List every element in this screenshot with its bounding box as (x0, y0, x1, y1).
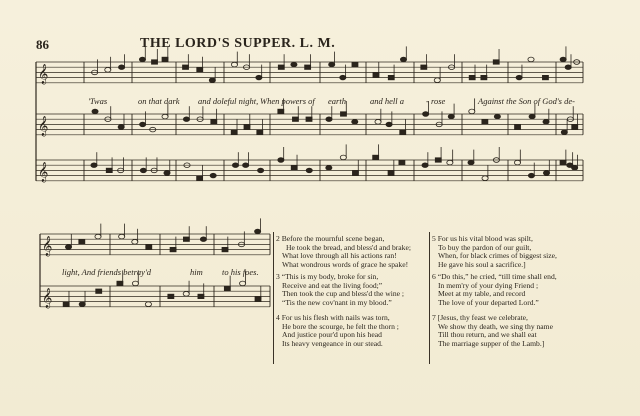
stanza-2 (276, 235, 411, 269)
note-head (256, 75, 262, 80)
note-head (197, 68, 203, 72)
note-head (278, 158, 284, 163)
note-head (106, 168, 112, 172)
stanza-5 (432, 235, 557, 269)
note-head (198, 294, 204, 298)
stanza-line: Before the mournful scene began, (281, 234, 385, 243)
note-head (211, 120, 217, 124)
stanza-line: For us his vital blood was spilt, (437, 234, 533, 243)
note-head (423, 112, 429, 117)
note-head (140, 122, 146, 127)
note-head (448, 114, 454, 119)
note-head (92, 109, 98, 114)
stanza-line: What wondrous words of grace he spake! (282, 259, 409, 269)
note-head (528, 57, 534, 62)
lyric-word: When powers of (260, 96, 315, 106)
lyric-word: on that dark (138, 96, 180, 106)
note-head (326, 117, 332, 122)
note-head (306, 168, 312, 173)
note-head (375, 120, 381, 125)
note-head (258, 168, 264, 173)
column-divider (429, 232, 430, 364)
note-head (105, 68, 111, 73)
note-head (278, 65, 284, 69)
note-head (152, 60, 158, 64)
note-head (400, 57, 406, 62)
note-head (515, 125, 521, 129)
note-head (542, 75, 548, 79)
note-head (183, 117, 189, 122)
note-head (572, 166, 578, 171)
clef-icon: 𝄞 (42, 236, 53, 257)
note-head (561, 130, 567, 135)
lyric-word: light, And friends betray'd (62, 267, 152, 277)
stanza-line: He gave his soul a sacrifice.] (438, 259, 526, 269)
lyric-word: to his foes. (222, 267, 259, 277)
note-head (162, 57, 168, 61)
note-head (543, 120, 549, 125)
note-head (183, 292, 189, 297)
note-head (528, 173, 534, 178)
stanza-line: The marriage supper of the Lamb.] (438, 338, 545, 348)
note-head (96, 289, 102, 293)
note-head (291, 62, 297, 67)
note-head (352, 62, 358, 66)
stanza-3 (276, 273, 404, 307)
note-head (118, 125, 124, 130)
note-head (482, 120, 488, 124)
note-head (145, 302, 151, 307)
stanza-line: The love of your departed Lord.” (438, 297, 539, 307)
note-head (481, 75, 487, 79)
note-head (209, 78, 215, 83)
stanza-line: Its heavy vengeance in our stead. (282, 338, 383, 348)
note-head (388, 171, 394, 175)
note-head (244, 125, 250, 129)
lyric-line-1 (88, 96, 608, 108)
note-head (257, 130, 263, 134)
note-head (329, 62, 335, 67)
note-head (352, 120, 358, 125)
note-head (543, 171, 549, 176)
note-head (255, 297, 261, 301)
note-head (352, 171, 358, 175)
note-head (79, 240, 85, 244)
note-head (560, 57, 566, 62)
note-head (79, 302, 85, 307)
note-head (117, 281, 123, 285)
hymn-title: THE LORD'S SUPPER. L. M. (140, 36, 336, 51)
note-head (340, 75, 346, 80)
note-head (140, 168, 146, 173)
note-head (132, 240, 138, 245)
time-signature: 𝄴 (70, 67, 76, 82)
note-head (231, 62, 237, 67)
note-head (469, 75, 475, 79)
note-head (255, 229, 261, 234)
lyric-word: 'Twas (88, 96, 108, 106)
stanza-line: For us his flesh with nails was torn, (281, 313, 390, 322)
note-head (326, 166, 332, 171)
note-head (386, 122, 392, 127)
stanza-number: 4 (276, 313, 280, 322)
note-head (240, 281, 246, 286)
note-head (146, 245, 152, 249)
note-head (529, 114, 535, 119)
stanza-line: Till thou return, and we shall eat (438, 330, 537, 340)
note-head (292, 117, 298, 121)
note-head (482, 176, 488, 181)
note-head (291, 166, 297, 170)
stanza-line: He bore the scourge, he felt the thorn ; (282, 321, 399, 331)
lyric-line-2 (62, 267, 272, 279)
note-head (231, 130, 237, 134)
note-head (162, 114, 168, 119)
lyric-word: Against the Son of God's de- (478, 96, 575, 106)
note-head (183, 65, 189, 69)
note-head (340, 155, 346, 160)
stanza-line: Then took the cup and bless'd the wine ; (282, 289, 404, 299)
stanza-7 (432, 314, 553, 348)
note-head (514, 160, 520, 165)
stanza-line: “Tis the new cov'nant in my blood.” (282, 297, 392, 307)
lyric-word: and hell a (370, 96, 404, 106)
note-head (373, 73, 379, 77)
note-head (560, 160, 566, 164)
note-head (572, 125, 578, 129)
note-head (119, 65, 125, 70)
clef-icon: 𝄞 (42, 288, 53, 309)
time-signature: 𝄴 (70, 119, 76, 134)
column-divider (273, 232, 274, 364)
stanza-number: 5 (432, 234, 436, 243)
stanza-line: To buy the pardon of our guilt, (438, 242, 532, 252)
note-head (164, 171, 170, 176)
note-head (222, 247, 228, 251)
note-head (421, 65, 427, 69)
note-head (494, 114, 500, 119)
stanza-number: 7 (432, 313, 436, 322)
note-head (139, 57, 145, 62)
stanza-line: In mem'ry of your dying Friend ; (438, 280, 539, 290)
time-signature: 𝄴 (70, 165, 76, 180)
stanza-line: “Do this,” he cried, “till time shall end, (437, 272, 557, 281)
note-head (278, 109, 284, 113)
stanza-line: He took the bread, and bless'd and brake; (286, 242, 411, 252)
note-head (565, 65, 571, 70)
stanza-number: 3 (276, 272, 280, 281)
stanza-line: [Jesus, thy feast we celebrate, (437, 313, 528, 322)
clef-icon: 𝄞 (38, 116, 49, 137)
stanza-4 (276, 314, 399, 348)
note-head (91, 163, 97, 168)
clef-icon: 𝄞 (38, 162, 49, 183)
note-head (65, 245, 71, 250)
stanza-number: 6 (432, 272, 436, 281)
note-head (95, 234, 101, 239)
lyric-word: earth (328, 96, 346, 106)
note-head (210, 173, 216, 178)
note-head (469, 109, 475, 114)
note-head (132, 281, 138, 286)
note-head (400, 130, 406, 134)
note-head (170, 247, 176, 251)
stanza-line: We show thy death, we sing thy name (438, 321, 553, 331)
note-head (200, 237, 206, 242)
note-head (197, 176, 203, 180)
note-head (422, 163, 428, 168)
note-head (493, 60, 499, 64)
note-head (168, 294, 174, 298)
note-head (340, 112, 346, 116)
stanza-line: “This is my body, broke for sin, (281, 272, 379, 281)
note-head (516, 75, 522, 80)
stanza-line: When, for black crimes of biggest size, (438, 251, 557, 261)
note-head (373, 155, 379, 159)
note-head (224, 286, 230, 290)
note-head (447, 160, 453, 165)
note-head (183, 237, 189, 241)
note-head (388, 75, 394, 79)
stanza-number: 2 (276, 234, 280, 243)
stanza-line: Receive and eat the living food;” (282, 280, 383, 290)
lyric-word: him (190, 267, 203, 277)
clef-icon: 𝄞 (38, 64, 49, 85)
stanza-line: Meet at my table, and record (438, 289, 526, 299)
note-head (305, 65, 311, 69)
stanza-line: What love through all his actions ran! (282, 251, 397, 261)
lyric-word: and doleful night, (198, 96, 259, 106)
page-number: 86 (36, 37, 49, 52)
note-head (399, 160, 405, 164)
stanza-line: And justice pour'd upon his head (282, 330, 382, 340)
note-head (468, 160, 474, 165)
note-head (119, 234, 125, 239)
note-head (434, 78, 440, 83)
note-head (243, 163, 249, 168)
note-head (232, 163, 238, 168)
note-head (435, 158, 441, 162)
note-head (306, 117, 312, 121)
stanza-6 (432, 273, 557, 307)
note-head (63, 302, 69, 306)
lyric-word: - rose (426, 96, 446, 106)
